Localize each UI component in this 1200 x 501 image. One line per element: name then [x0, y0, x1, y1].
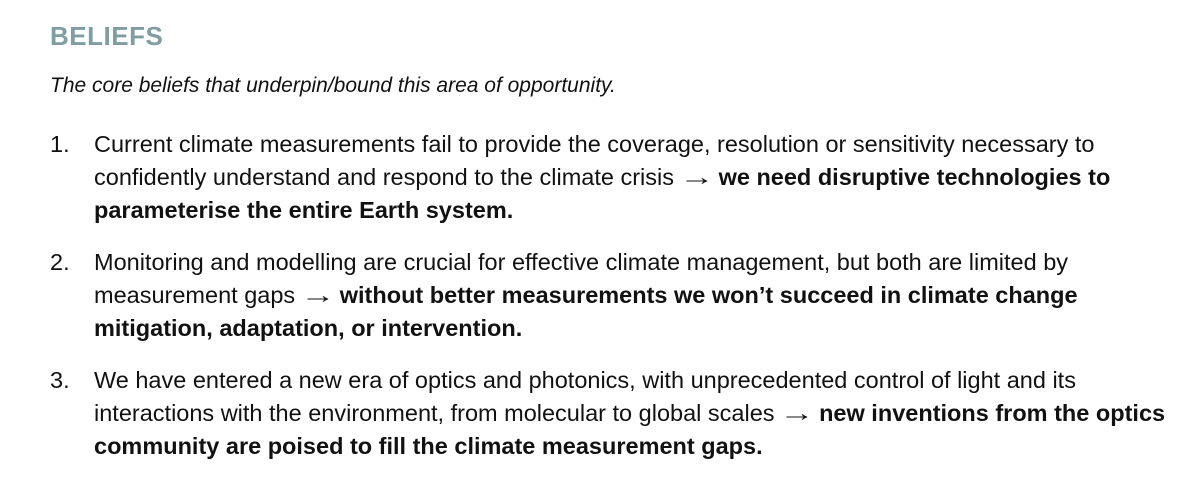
right-arrow-icon: → — [299, 282, 336, 308]
belief-body — [94, 246, 1170, 345]
belief-number: 1. — [50, 131, 70, 157]
beliefs-list — [50, 128, 1170, 482]
right-arrow-icon: → — [678, 164, 714, 190]
belief-body — [94, 364, 1170, 463]
belief-text: We have entered a new era of optics and photonics, with unprecedented control of light and its interactions with the environment, from molecular to global scales — [94, 367, 1076, 426]
belief-text: Monitoring and modelling are crucial for effective climate management, but both are limited by measurement gaps — [94, 249, 1069, 308]
section-heading: BELIEFS — [50, 21, 164, 51]
belief-body — [94, 128, 1170, 227]
belief-conclusion: new inventions from the optics community are poised to fill the climate measurement gaps. — [94, 400, 1166, 459]
belief-number: 3. — [50, 367, 70, 393]
belief-number: 2. — [50, 249, 70, 275]
section-subtitle: The core beliefs that underpin/bound this area of opportunity. — [50, 74, 616, 97]
belief-item — [50, 246, 1170, 345]
belief-text: Current climate measurements fail to provide the coverage, resolution or sensitivity necessary to confidently understand and respond to the climate crisis — [94, 131, 1095, 190]
right-arrow-icon: → — [779, 400, 815, 426]
belief-conclusion: we need disruptive technologies to parameterise the entire Earth system. — [94, 164, 1111, 223]
belief-item — [50, 128, 1170, 227]
belief-conclusion: without better measurements we won’t succeed in climate change mitigation, adaptation, or intervention. — [94, 282, 1078, 341]
belief-item — [50, 364, 1170, 463]
